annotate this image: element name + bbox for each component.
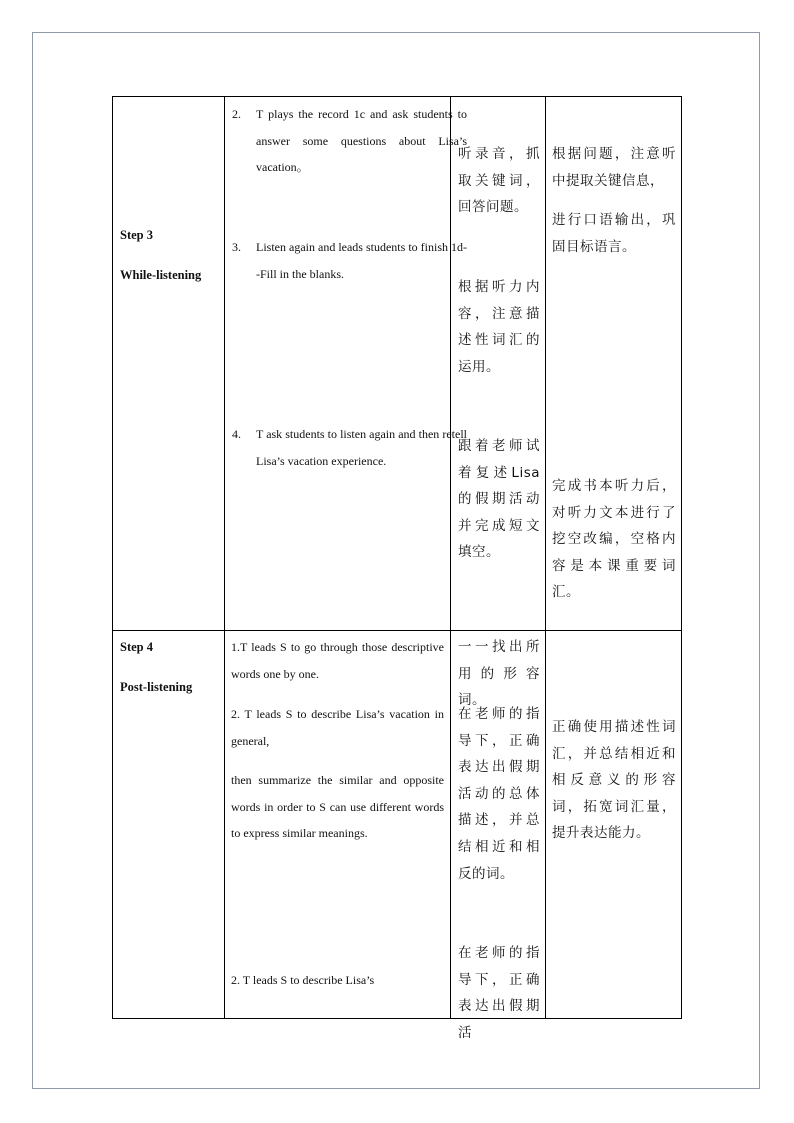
step3-purpose-cell: [546, 97, 682, 631]
step3-purpose-3: 完成书本听力后，对听力文本进行了挖空改编，空格内容是本课重要词汇。: [552, 478, 676, 601]
step4-student-activity-2: 在老师的指导下，正确表达出假期活动的总体描述，并总结相近和相反的词。: [458, 706, 540, 882]
step3-step-number: Step 3: [120, 228, 153, 242]
step4-teacher-item-2-repeat: 2. T leads S to describe Lisa’s: [231, 973, 375, 987]
step3-teacher-item-4: 4. T ask students to listen again and then retell Lisa’s vacation experience.: [232, 427, 467, 468]
step4-teacher-item-1: 1.T leads S to go through those descriptive words one by one.: [231, 640, 444, 681]
step3-student-activity-3: 跟着老师试着复述Lisa的假期活动并完成短文填空。: [458, 438, 540, 561]
step4-student-activity-3: 在老师的指导下，正确表达出假期活: [458, 945, 540, 1041]
step3-purpose-2: 进行口语输出，巩固目标语言。: [552, 212, 676, 255]
step4-purpose-cell: [546, 631, 682, 1019]
step4-student-activity-1: 一一找出所用的形容词。: [458, 639, 540, 709]
step3-student-activity-1: 听录音，抓取关键词，回答问题。: [458, 146, 540, 216]
step3-teacher-item-3: 3. Listen again and leads students to finish 1d--Fill in the blanks.: [232, 240, 467, 281]
step4-purpose-1: 正确使用描述性词汇，并总结相近和相反意义的形容词，拓宽词汇量，提升表达能力。: [552, 719, 676, 842]
step3-teacher-cell: [225, 97, 467, 631]
step3-student-activity-2: 根据听力内容，注意描述性词汇的运用。: [458, 279, 540, 375]
step3-step-cell: [113, 97, 225, 631]
step4-row: [113, 631, 682, 1019]
step3-phase-name: While-listening: [120, 268, 202, 282]
step4-phase-name: Post-listening: [120, 680, 193, 694]
step4-step-cell: [113, 631, 225, 1019]
step4-teacher-cell: [225, 631, 451, 1019]
lesson-plan-table: [112, 96, 682, 1041]
step3-row: [113, 97, 682, 631]
step4-teacher-item-2-cont: then summarize the similar and opposite words in order to S can use different words to express similar meanings.: [231, 773, 444, 841]
step4-step-number: Step 4: [120, 640, 153, 654]
step3-teacher-item-2: 2. T plays the record 1c and ask students to answer some questions about Lisa’s vacation。: [232, 107, 467, 175]
step4-student-cell: [451, 631, 546, 1041]
step4-teacher-item-2: 2. T leads S to describe Lisa’s vacation in general,: [231, 707, 444, 748]
step3-purpose-1: 根据问题，注意听中提取关键信息，: [552, 146, 676, 189]
step3-student-cell: [451, 97, 546, 631]
